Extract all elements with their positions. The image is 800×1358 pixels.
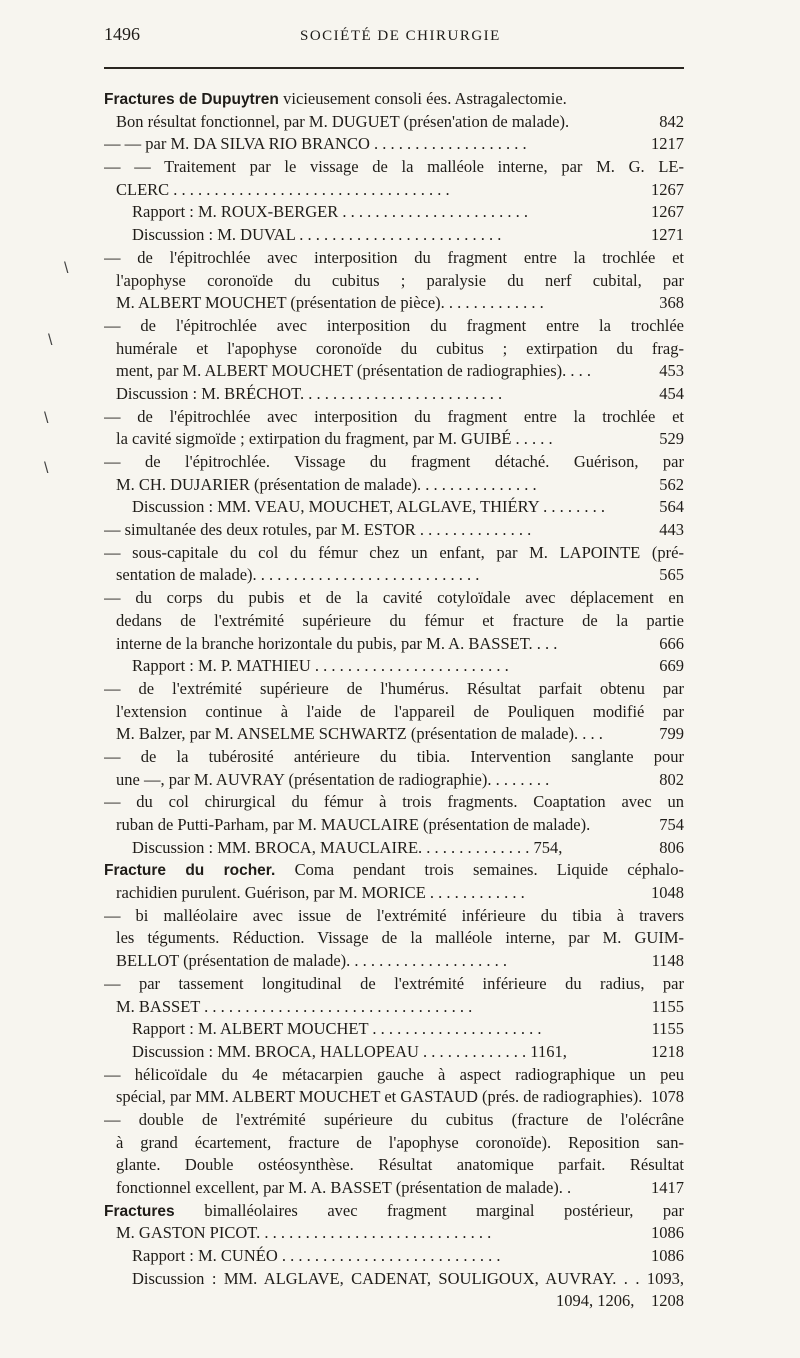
index-line	[0, 1086, 800, 1109]
index-line	[0, 996, 800, 1019]
margin-mark: \	[44, 460, 49, 477]
entry-text: à grand écartement, fracture de l'apophyse coronoïde). Reposition san-	[116, 1132, 684, 1152]
index-line	[0, 542, 800, 565]
entry-text: — de l'épitrochlée avec interposition du fragment entre la trochlée et	[104, 247, 684, 267]
entry-text: Fractures de Dupuytren vicieusement consoli ées. Astragalectomie.	[104, 89, 567, 108]
page-reference: 1267	[651, 202, 684, 222]
page-reference: 1271	[651, 225, 684, 245]
entry-text: M. Balzer, par M. ANSELME SCHWARTZ (présentation de malade). . . .	[116, 724, 603, 744]
page-reference: 1208	[651, 1291, 684, 1311]
entry-text: Rapport : M. ALBERT MOUCHET . . . . . . . . . . . . . . . . . . . . .	[132, 1019, 542, 1039]
index-line	[0, 1132, 800, 1155]
index-line	[0, 292, 800, 315]
entry-text: Discussion : MM. BROCA, MAUCLAIRE. . . . . . . . . . . . . . 754,	[132, 837, 563, 857]
running-title: SOCIÉTÉ DE CHIRURGIE	[300, 28, 501, 44]
entry-text: — du col chirurgical du fémur à trois fragments. Coaptation avec un	[104, 792, 684, 812]
entry-text: sentation de malade). . . . . . . . . . . . . . . . . . . . . . . . . . . .	[116, 565, 480, 585]
page-reference: 666	[659, 633, 684, 653]
entry-text: — de l'extrémité supérieure de l'humérus. Résultat parfait obtenu par	[104, 678, 684, 698]
index-line	[0, 156, 800, 179]
index-line	[0, 905, 800, 928]
index-line	[0, 88, 800, 111]
entry-text: — de la tubérosité antérieure du tibia. Intervention sanglante pour	[104, 746, 684, 766]
index-line	[0, 406, 800, 429]
index-line	[0, 678, 800, 701]
entry-text: l'apophyse coronoïde du cubitus ; paralysie du nerf cubital, par	[116, 270, 684, 290]
index-line	[0, 247, 800, 270]
index-line	[0, 383, 800, 406]
index-line	[0, 428, 800, 451]
entry-text: BELLOT (présentation de malade). . . . . . . . . . . . . . . . . . . .	[116, 951, 508, 971]
entry-text: Bon résultat fonctionnel, par M. DUGUET (présen'ation de malade).	[116, 111, 570, 131]
entry-text: — par tassement longitudinal de l'extrémité inférieure du radius, par	[104, 973, 684, 993]
page-reference: 842	[659, 111, 684, 131]
page-reference: 1155	[651, 1019, 684, 1039]
page-reference: 1417	[651, 1178, 684, 1197]
index-line	[0, 1041, 800, 1064]
entry-text: M. GASTON PICOT. . . . . . . . . . . . . . . . . . . . . . . . . . . . .	[116, 1223, 492, 1243]
entry-text: la cavité sigmoïde ; extirpation du fragment, par M. GUIBÉ . . . . .	[116, 429, 553, 449]
index-line	[0, 927, 800, 950]
page-reference: 443	[659, 520, 684, 540]
entry-text: une —, par M. AUVRAY (présentation de radiographie). . . . . . . .	[116, 769, 550, 789]
entry-text: — simultanée des deux rotules, par M. ESTOR . . . . . . . . . . . . . .	[104, 520, 532, 540]
margin-mark: \	[48, 332, 53, 349]
entry-text: dedans de l'extrémité supérieure du fémur et fracture de la partie	[116, 610, 684, 630]
page-number: 1496	[104, 24, 140, 44]
page-reference: 669	[659, 656, 684, 676]
index-line	[0, 746, 800, 769]
page-reference: 1078	[651, 1087, 684, 1107]
page-reference: 562	[659, 474, 684, 494]
page-reference: 453	[659, 361, 684, 381]
page-reference: 1086	[651, 1246, 684, 1266]
index-line	[0, 1177, 800, 1200]
index-line	[0, 633, 800, 656]
index-line	[0, 1200, 800, 1223]
index-line	[0, 973, 800, 996]
page-reference: 454	[659, 383, 684, 403]
index-line	[0, 587, 800, 610]
page-reference: 1148	[651, 951, 684, 971]
entry-text: glante. Double ostéosynthèse. Résultat anatomique parfait. Résultat	[116, 1155, 684, 1175]
page-reference: 799	[659, 724, 684, 744]
index-line	[0, 701, 800, 724]
index-line	[0, 882, 800, 905]
index-line	[0, 133, 800, 156]
page-reference: 1217	[651, 134, 684, 154]
page-reference: 1267	[651, 179, 684, 199]
index-line	[0, 111, 800, 134]
entry-text: Discussion : M. DUVAL . . . . . . . . . . . . . . . . . . . . . . . . .	[132, 225, 502, 245]
entry-text: Rapport : M. P. MATHIEU . . . . . . . . . . . . . . . . . . . . . . . .	[132, 656, 509, 676]
index-line	[0, 201, 800, 224]
entry-text: l'extension continue à l'aide de l'appareil de Pouliquen modifié par	[116, 701, 684, 721]
page-reference: 529	[659, 429, 684, 449]
entry-text: M. CH. DUJARIER (présentation de malade). . . . . . . . . . . . . . .	[116, 474, 537, 494]
index-line	[0, 837, 800, 860]
entry-text: Rapport : M. ROUX-BERGER . . . . . . . . . . . . . . . . . . . . . . .	[132, 202, 528, 222]
entry-text: interne de la branche horizontale du pubis, par M. A. BASSET. . . .	[116, 633, 558, 653]
entry-text: Fractures bimalléolaires avec fragment marginal postérieur, par	[104, 1200, 684, 1220]
margin-mark: \	[44, 410, 49, 427]
entry-text: ment, par M. ALBERT MOUCHET (présentation de radiographies). . . .	[116, 361, 591, 381]
entry-text: Discussion : MM. ALGLAVE, CADENAT, SOULIGOUX, AUVRAY. . . 1093,	[132, 1268, 684, 1288]
entry-text: — — Traitement par le vissage de la malléole interne, par M. G. LE-	[104, 157, 684, 177]
page-reference: 368	[659, 293, 684, 313]
index-line	[0, 1064, 800, 1087]
index-line	[0, 814, 800, 837]
entry-text: Discussion : M. BRÉCHOT. . . . . . . . . . . . . . . . . . . . . . . . .	[116, 383, 503, 403]
index-line	[0, 270, 800, 293]
entry-text: Discussion : MM. BROCA, HALLOPEAU . . . . . . . . . . . . . 1161,	[132, 1041, 567, 1061]
index-line	[0, 338, 800, 361]
index-line	[0, 519, 800, 542]
entry-text: fonctionnel excellent, par M. A. BASSET (présentation de malade). .	[116, 1178, 572, 1197]
header-rule	[104, 67, 684, 69]
index-line	[0, 723, 800, 746]
index-line	[0, 496, 800, 519]
page-reference: 1086	[651, 1223, 684, 1243]
index-line	[0, 859, 800, 882]
entry-text: spécial, par MM. ALBERT MOUCHET et GASTAUD (prés. de radiographies).	[116, 1087, 643, 1107]
index-line	[0, 1109, 800, 1132]
index-line	[0, 1290, 800, 1313]
entry-text: — double de l'extrémité supérieure du cubitus (fracture de l'olécrâne	[104, 1109, 684, 1129]
index-line	[0, 1245, 800, 1268]
entry-text: — du corps du pubis et de la cavité cotyloïdale avec déplacement en	[104, 588, 684, 608]
entry-text: 1094, 1206,	[556, 1291, 635, 1311]
entry-text: M. ALBERT MOUCHET (présentation de pièce). . . . . . . . . . . . .	[116, 293, 544, 313]
index-line	[0, 1222, 800, 1245]
index-line	[0, 474, 800, 497]
index-line	[0, 950, 800, 973]
entry-text: les téguments. Réduction. Vissage de la malléole interne, par M. GUIM-	[116, 928, 684, 948]
index-line	[0, 1018, 800, 1041]
index-line	[0, 1268, 800, 1291]
entry-text: humérale et l'apophyse coronoïde du cubitus ; extirpation du frag-	[116, 338, 684, 358]
entry-text: — de l'épitrochlée. Vissage du fragment détaché. Guérison, par	[104, 452, 684, 471]
index-line	[0, 769, 800, 792]
index-line	[0, 610, 800, 633]
page-reference: 754	[659, 815, 684, 834]
entry-text: — — par M. DA SILVA RIO BRANCO . . . . . . . . . . . . . . . . . . .	[104, 134, 527, 154]
page-reference: 1218	[651, 1041, 684, 1061]
entry-text: M. BASSET . . . . . . . . . . . . . . . . . . . . . . . . . . . . . . . . .	[116, 996, 473, 1016]
page-reference: 564	[659, 497, 684, 517]
index-line	[0, 1154, 800, 1177]
entry-text: ruban de Putti-Parham, par M. MAUCLAIRE (présentation de malade).	[116, 815, 591, 834]
entry-text: — sous-capitale du col du fémur chez un enfant, par M. LAPOINTE (pré-	[104, 542, 684, 562]
index-line	[0, 451, 800, 474]
index-line	[0, 360, 800, 383]
index-line	[0, 655, 800, 678]
entry-text: — de l'épitrochlée avec interposition du fragment entre la trochlée	[104, 315, 684, 335]
page-reference: 1048	[651, 883, 684, 903]
entry-text: rachidien purulent. Guérison, par M. MORICE . . . . . . . . . . . .	[116, 883, 525, 903]
index-line	[0, 224, 800, 247]
page-reference: 806	[659, 837, 684, 857]
index-line	[0, 791, 800, 814]
index-line	[0, 315, 800, 338]
entry-text: CLERC . . . . . . . . . . . . . . . . . . . . . . . . . . . . . . . . . .	[116, 179, 450, 199]
page-reference: 802	[659, 769, 684, 789]
entry-text: — de l'épitrochlée avec interposition du fragment entre la trochlée et	[104, 406, 684, 426]
page-reference: 1155	[651, 996, 684, 1016]
index-line	[0, 564, 800, 587]
entry-text: Discussion : MM. VEAU, MOUCHET, ALGLAVE, THIÉRY . . . . . . . .	[132, 497, 606, 517]
margin-mark: \	[64, 260, 69, 277]
index-line	[0, 179, 800, 202]
entry-text: Rapport : M. CUNÉO . . . . . . . . . . . . . . . . . . . . . . . . . . .	[132, 1246, 501, 1266]
entry-text: Fracture du rocher. Coma pendant trois semaines. Liquide céphalo-	[104, 860, 684, 880]
index-entries	[0, 88, 800, 1313]
page-reference: 565	[659, 565, 684, 585]
entry-text: — bi malléolaire avec issue de l'extrémité inférieure du tibia à travers	[104, 905, 684, 925]
entry-text: — hélicoïdale du 4e métacarpien gauche à aspect radiographique un peu	[104, 1064, 684, 1084]
